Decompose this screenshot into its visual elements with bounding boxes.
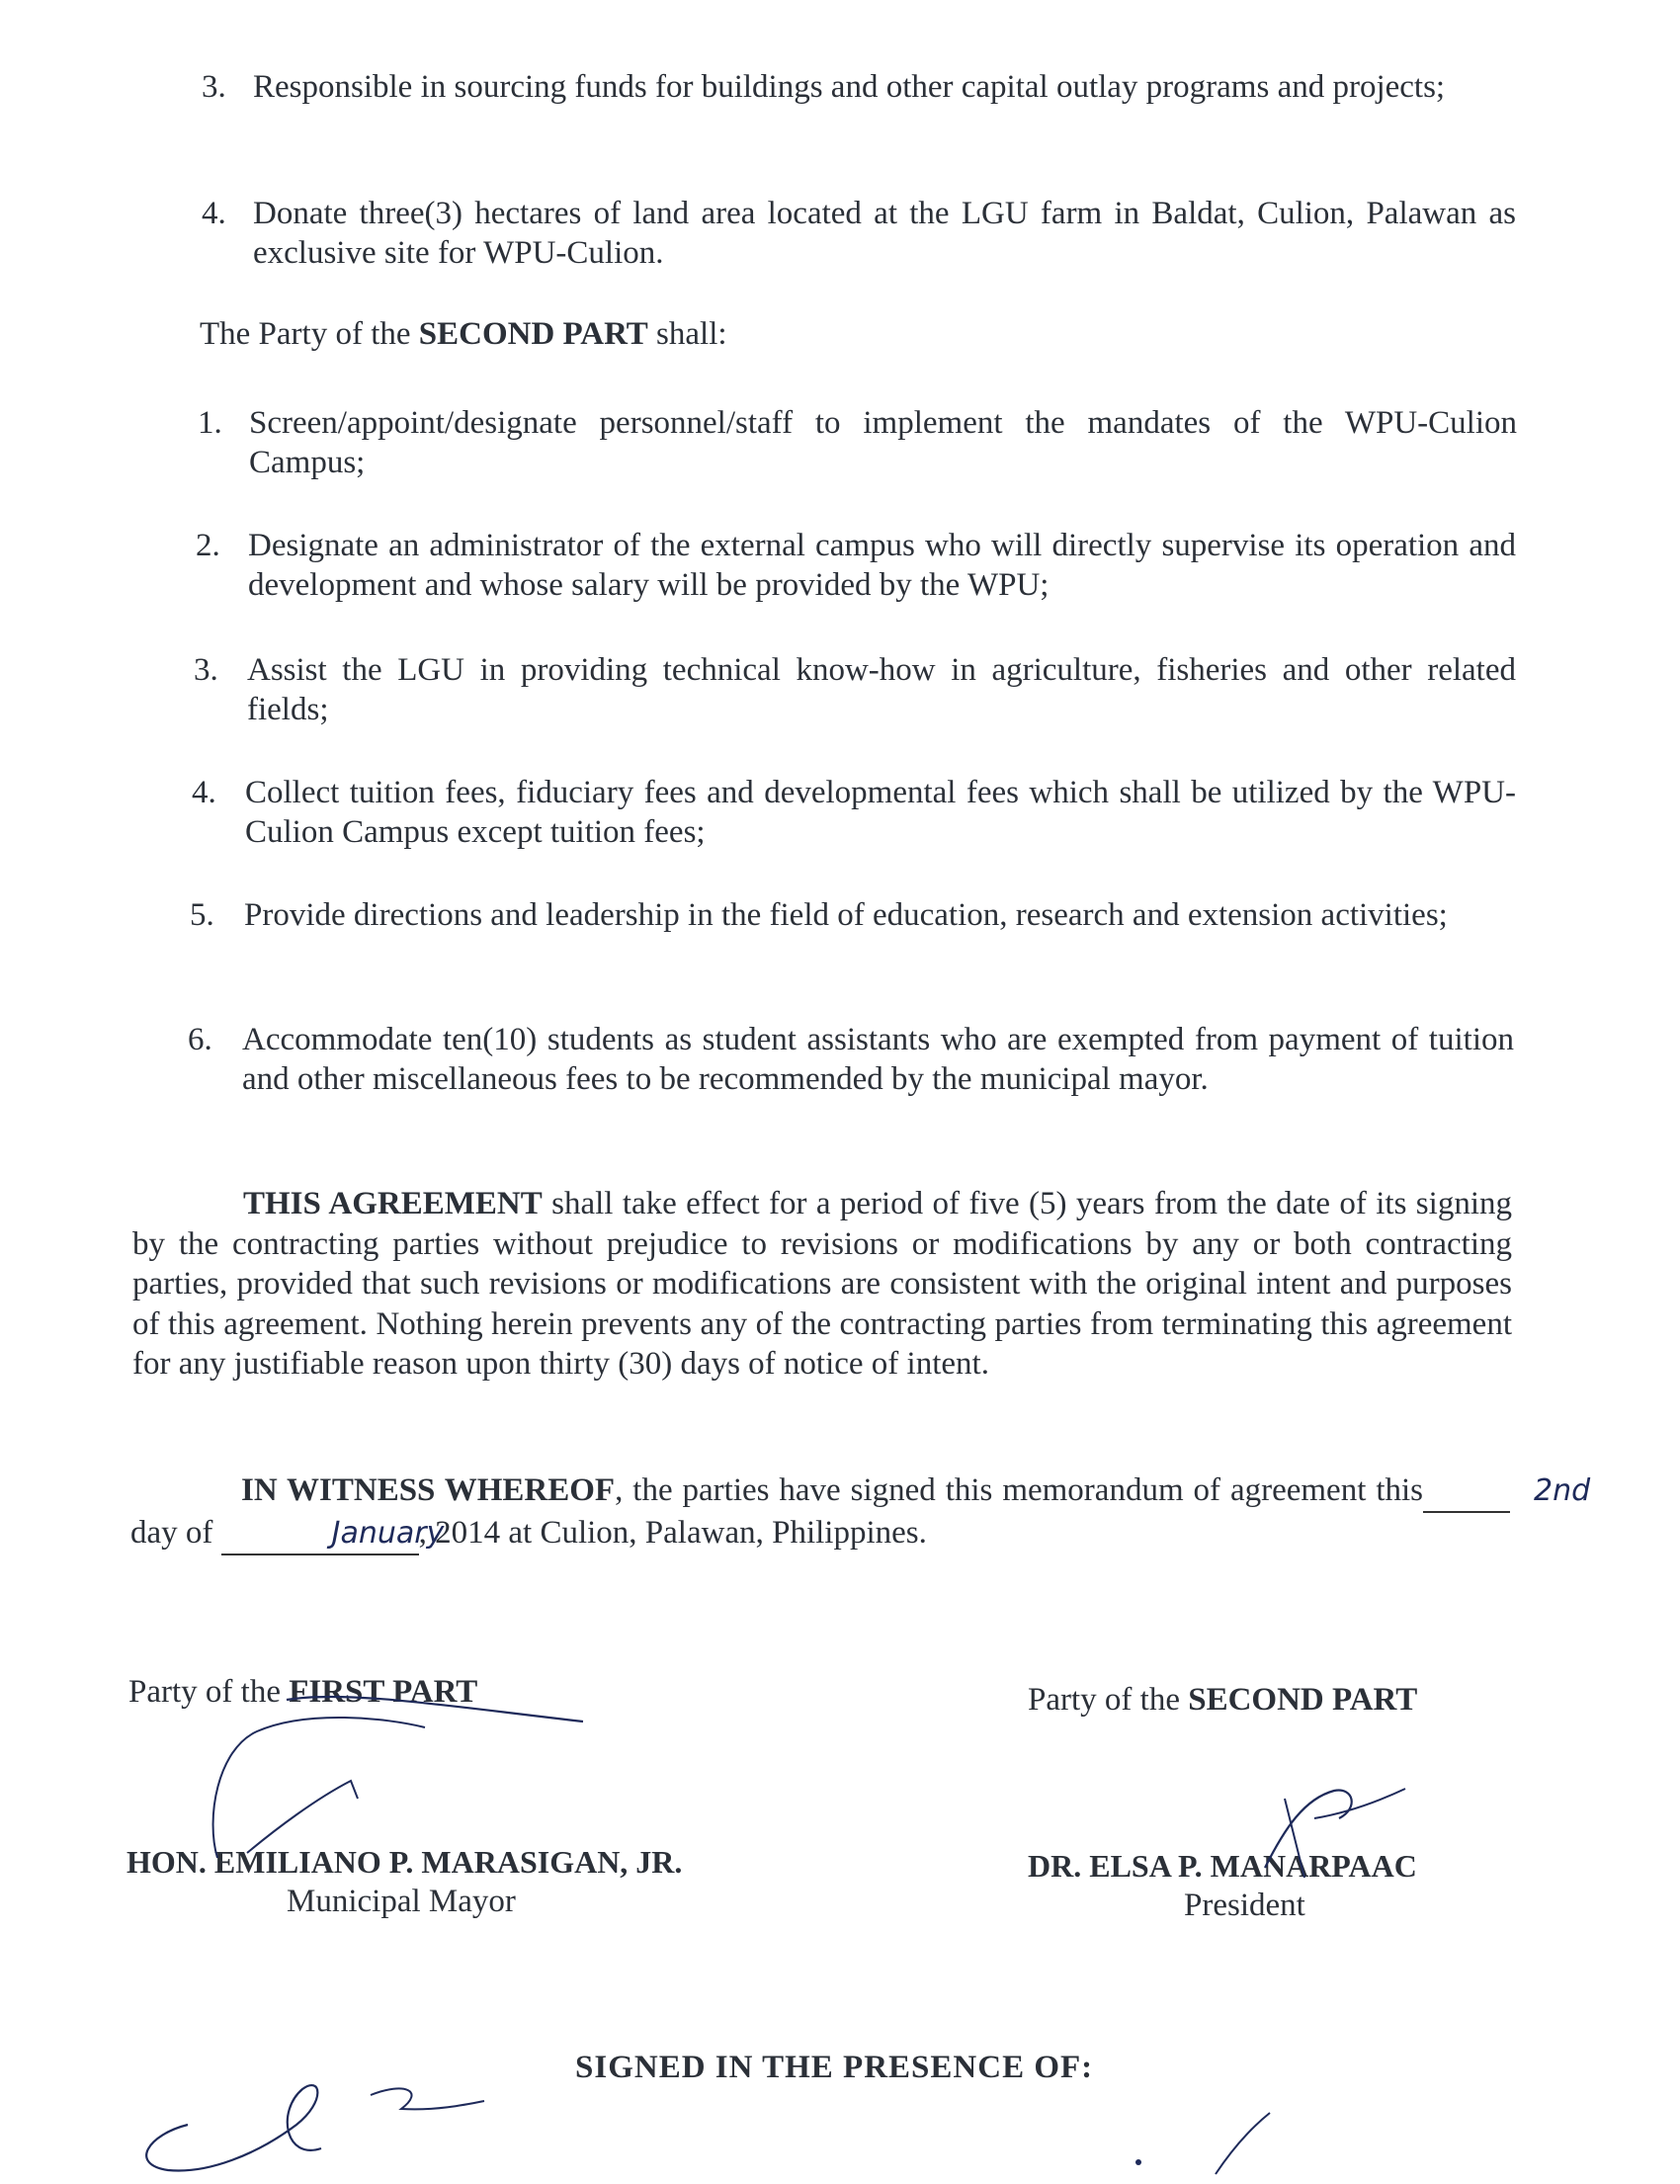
list-text: Accommodate ten(10) students as student assistants who are exempted from payment of tuition and other miscellaneous fees to be recommended by the municipal mayor. [242,1022,1514,1097]
list-number: 6. [188,1022,212,1057]
agreement-label: THIS AGREEMENT [243,1186,543,1221]
first-signatory-title: Municipal Mayor [287,1884,516,1919]
list-number: 3. [202,69,226,105]
second-part-label: SECOND PART [418,316,648,352]
agreement-paragraph: THIS AGREEMENT shall take effect for a period of five (5) years from the date of its signing by the contracting parties without prejudice to revisions or modifications by any or both contracting parties, provided that such revisions or modifications are consistent with the original intent and purposes of this agreement. Nothing herein prevents any of the contracting parties from terminating this agreement for any justifiable reason upon thirty (30) days of notice of intent. [132,1186,1512,1382]
list-number: 4. [192,775,216,810]
witness-signature-left [109,2065,504,2184]
list-number: 3. [194,652,218,688]
list-number: 2. [196,528,220,563]
second-signatory-title: President [1184,1888,1305,1923]
party-first-label: Party of the FIRST PART [128,1674,478,1710]
witness-label: IN WITNESS WHEREOF [241,1472,616,1508]
first-signature [188,1670,603,1888]
list-number: 4. [202,196,226,231]
list-text: Collect tuition fees, fiduciary fees and developmental fees which shall be utilized by the WPU-Culion Campus except tuition fees; [245,775,1516,850]
witness-paragraph: IN WITNESS WHEREOF, the parties have signed this memorandum of agreement this 2nd day of January, 2014 at Culion, Palawan, Philippines. [130,1470,1510,1555]
second-part-intro: The Party of the SECOND PART shall: [200,316,727,352]
second-signature [1186,1759,1423,1897]
list-text: Responsible in sourcing funds for buildings and other capital outlay programs and projects; [253,69,1446,105]
party-second-label: Party of the SECOND PART [1028,1682,1418,1718]
month-field: January [221,1514,419,1555]
list-number: 1. [198,405,222,441]
list-text: Provide directions and leadership in the field of education, research and extension activities; [244,897,1448,933]
presence-heading: SIGNED IN THE PRESENCE OF: [575,2050,1094,2085]
list-text: Assist the LGU in providing technical know-how in agriculture, fisheries and other related fields; [247,652,1516,727]
second-signatory-name: DR. ELSA P. MANARPAAC [1028,1848,1417,1884]
list-text: Donate three(3) hectares of land area located at the LGU farm in Baldat, Culion, Palawan as exclusive site for WPU-Culion. [253,196,1516,271]
list-number: 5. [190,897,214,933]
witness-signature-right [1127,2105,1285,2184]
list-text: Designate an administrator of the external campus who will directly supervise its operation and development and whose salary will be provided by the WPU; [248,528,1516,603]
list-text: Screen/appoint/designate personnel/staff to implement the mandates of the WPU-Culion Campus; [249,405,1517,480]
day-field: 2nd [1423,1471,1510,1513]
first-signatory-name: HON. EMILIANO P. MARASIGAN, JR. [126,1844,683,1880]
